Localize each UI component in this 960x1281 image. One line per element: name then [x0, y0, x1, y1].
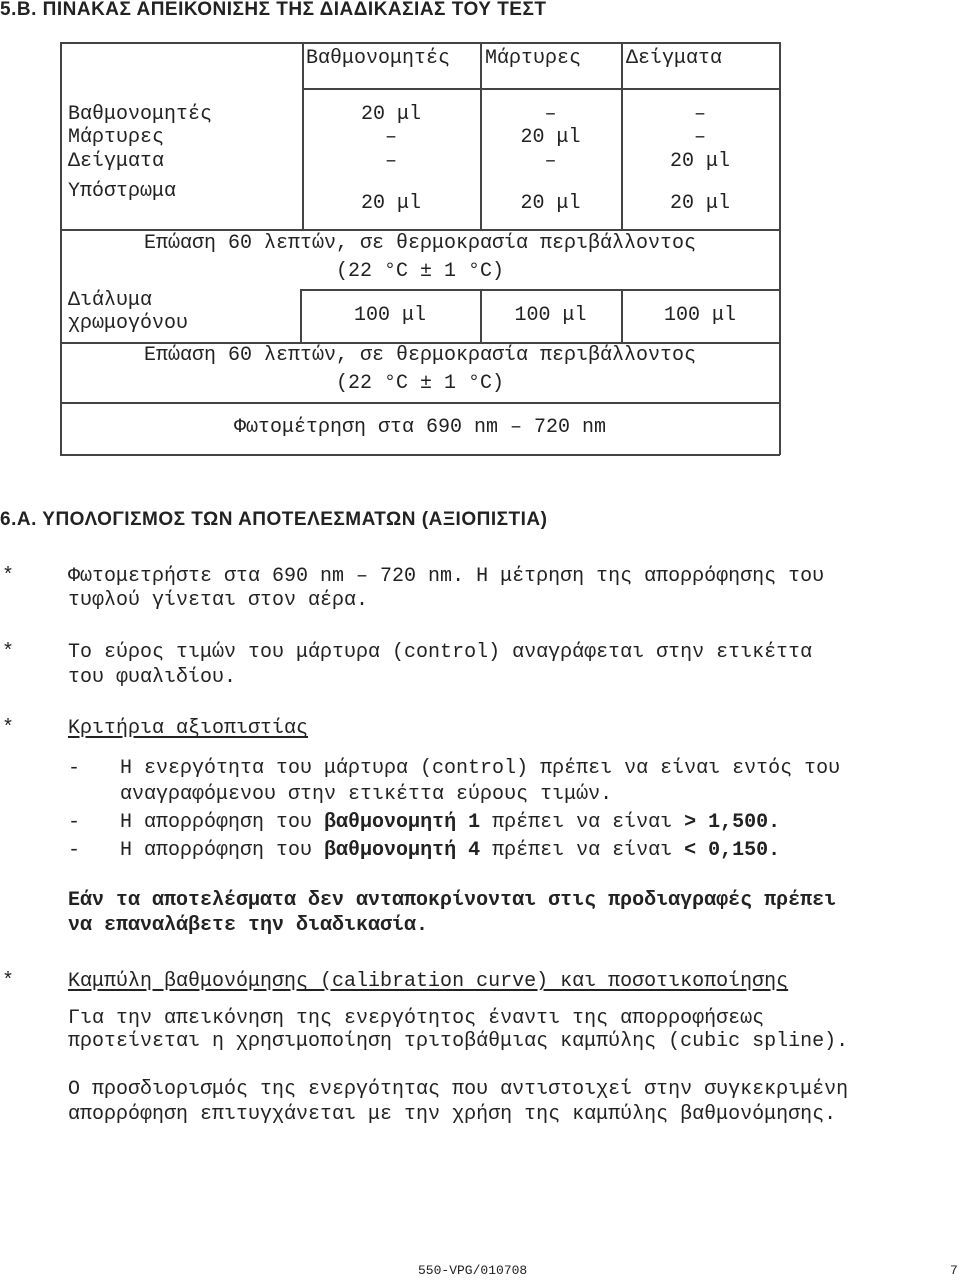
row-label-controls: Μάρτυρες [68, 126, 165, 149]
chromogen-ctl: 100 μl [514, 304, 587, 327]
calibration-curve-heading: Καμπύλη βαθμονόμησης (calibration curve) και ποσοτικοποίησης [68, 970, 789, 993]
cell-smp-smp: 20 μl [669, 150, 730, 173]
criteria-dash-3: - [68, 839, 81, 862]
bullet-marker-3: * [2, 717, 15, 740]
substrate-smp: 20 μl [669, 192, 730, 215]
row-label-samples: Δείγματα [68, 150, 165, 173]
cell-cal-ctl: – [544, 103, 557, 126]
photometry-row: Φωτομέτρηση στα 690 nm – 720 nm [233, 416, 607, 439]
table-divider-header [302, 88, 780, 90]
criteria-3-calibrator: βαθμονομητή 4 [324, 839, 481, 862]
substrate-cal: 20 μl [360, 192, 421, 215]
criteria-2-value: > 1,500. [684, 811, 781, 834]
criteria-2-calibrator: βαθμονομητή 1 [324, 811, 481, 834]
criteria-2-mid: πρέπει να είναι [480, 811, 685, 834]
col-header-controls: Μάρτυρες [485, 47, 582, 70]
col-header-calibrators: Βαθμονομητές [306, 47, 451, 70]
section-title-6a: 6.Α. ΥΠΟΛΟΓΙΣΜΟΣ ΤΩΝ ΑΠΟΤΕΛΕΣΜΑΤΩΝ (ΑΞΙΟΠΙΣΤΙΑ) [0, 509, 548, 530]
col-header-samples: Δείγματα [626, 47, 723, 70]
warning-line1: Εάν τα αποτελέσματα δεν ανταποκρίνονται στις προδιαγραφές πρέπει [68, 889, 837, 912]
criteria-3 [120, 841, 780, 861]
chromogen-cal: 100 μl [353, 304, 426, 327]
bullet-marker-4: * [2, 970, 15, 993]
criteria-3-value: < 0,150. [684, 839, 781, 862]
chromogen-label-line2: χρωμογόνου [68, 312, 189, 335]
criteria-1-line1: Η ενεργότητα του μάρτυρα (control) πρέπει να είναι εντός του [120, 757, 841, 780]
cell-ctl-smp: – [693, 126, 706, 149]
incubation-1-line2: (22 °C ± 1 °C) [335, 260, 505, 283]
incubation-2-line2: (22 °C ± 1 °C) [335, 372, 505, 395]
chromogen-smp: 100 μl [663, 304, 736, 327]
criteria-3-text: Η απορρόφηση του [120, 839, 325, 862]
chromogen-label-line1: Διάλυμα [68, 289, 153, 312]
table-divider-substrate [60, 229, 780, 231]
paragraph-2-line1: Ο προσδιορισμός της ενεργότητας που αντιστοιχεί στην συγκεκριμένη [68, 1078, 849, 1101]
criteria-dash-2: - [68, 811, 81, 834]
cell-ctl-cal: – [384, 126, 397, 149]
bullet-marker-1: * [2, 565, 15, 588]
footer-document-code: 550-VPG/010708 [418, 1263, 528, 1278]
bullet-2-line1: Το εύρος τιμών του μάρτυρα (control) αναγράφεται στην ετικέττα [68, 641, 813, 664]
criteria-dash-1: - [68, 757, 81, 780]
warning-line2: να επαναλάβετε την διαδικασία. [68, 914, 429, 937]
bullet-marker-2: * [2, 641, 15, 664]
criteria-1-line2: αναγραφόμενου στην ετικέττα εύρους τιμών. [120, 783, 613, 806]
paragraph-1-line1: Για την απεικόνηση της ενεργότητος έναντι της απορροφήσεως [68, 1007, 765, 1030]
section-title-5b: 5.Β. ΠΙΝΑΚΑΣ ΑΠΕΙΚΟΝΙΣΗΣ ΤΗΣ ΔΙΑΔΙΚΑΣΙΑΣ ΤΟΥ ΤΕΣΤ [0, 0, 547, 20]
incubation-1-line1: Επώαση 60 λεπτών, σε θερμοκρασία περιβάλλοντος [143, 232, 697, 255]
row-label-calibrators: Βαθμονομητές [68, 103, 213, 126]
substrate-ctl: 20 μl [520, 192, 581, 215]
cell-cal-cal: 20 μl [360, 103, 421, 126]
criteria-2-text: Η απορρόφηση του [120, 811, 325, 834]
criteria-heading: Κριτήρια αξιοπιστίας [68, 717, 309, 740]
table-divider-chromogen-top [300, 289, 780, 291]
paragraph-1-line2: προτείνεται η χρησιμοποίηση τριτοβάθμιας καμπύλης (cubic spline). [68, 1030, 849, 1053]
bullet-2-line2: του φυαλιδίου. [68, 666, 237, 689]
cell-cal-smp: – [693, 103, 706, 126]
table-border-bottom [60, 454, 780, 456]
cell-smp-cal: – [384, 150, 397, 173]
table-divider-photometry [60, 402, 780, 404]
bullet-1-line2: τυφλού γίνεται στον αέρα. [68, 589, 369, 612]
bullet-1-line1: Φωτομετρήστε στα 690 nm – 720 nm. Η μέτρηση της απορρόφησης του [68, 565, 825, 588]
paragraph-2-line2: απορρόφηση επιτυγχάνεται με την χρήση της καμπύλης βαθμονόμησης. [68, 1103, 837, 1126]
table-border-top [60, 42, 780, 44]
criteria-2 [120, 813, 780, 833]
cell-smp-ctl: – [544, 150, 557, 173]
row-label-substrate: Υπόστρωμα [68, 180, 177, 203]
footer-page-number: 7 [950, 1263, 958, 1278]
cell-ctl-ctl: 20 μl [520, 126, 581, 149]
incubation-2-line1: Επώαση 60 λεπτών, σε θερμοκρασία περιβάλλοντος [143, 344, 697, 367]
criteria-3-mid: πρέπει να είναι [480, 839, 685, 862]
